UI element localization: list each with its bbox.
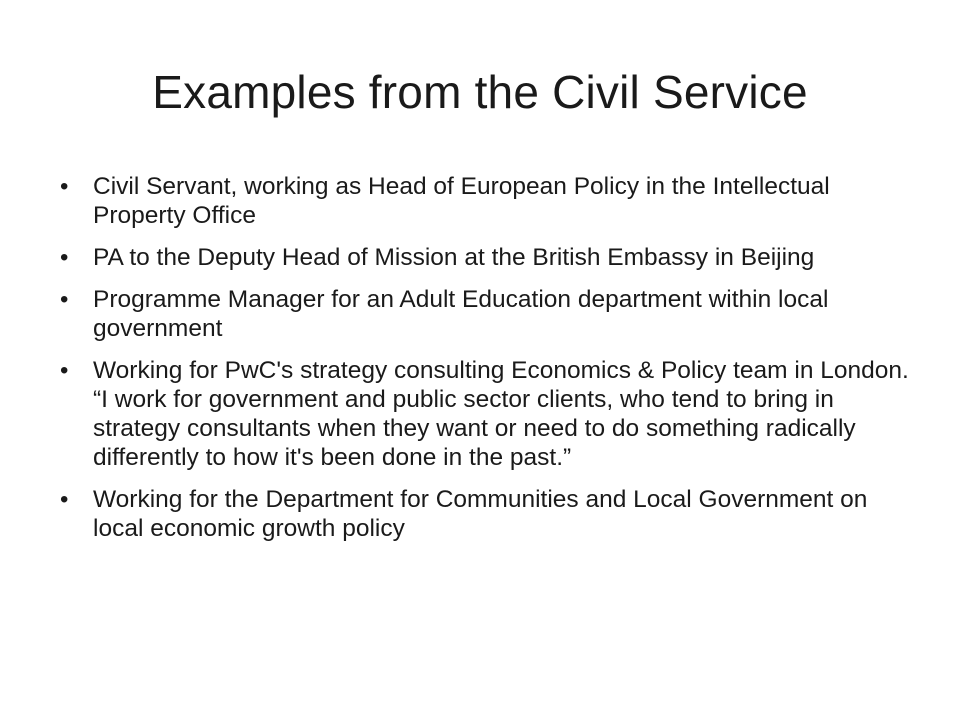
bullet-icon: • [60, 286, 69, 313]
list-item [60, 243, 920, 272]
list-item [60, 172, 920, 230]
bullet-icon: • [60, 486, 69, 513]
bullet-icon: • [60, 244, 69, 271]
bullet-text: Programme Manager for an Adult Education department within local government [93, 286, 829, 342]
slide-title: Examples from the Civil Service [152, 66, 808, 118]
bullet-list [60, 172, 920, 556]
bullet-text: PA to the Deputy Head of Mission at the British Embassy in Beijing [93, 244, 815, 271]
bullet-icon: • [60, 357, 69, 384]
bullet-text: Civil Servant, working as Head of European Policy in the Intellectual Property Office [93, 173, 830, 229]
list-item [60, 285, 920, 343]
bullet-text: Working for the Department for Communities and Local Government on local economic growth policy [93, 486, 868, 542]
bullet-icon: • [60, 173, 69, 200]
bullet-text: Working for PwC's strategy consulting Economics & Policy team in London. “I work for government and public sector clients, who tend to bring in strategy consultants when they want or need to do something radically differently to how it's been done in the past.” [93, 357, 909, 471]
list-item [60, 485, 920, 543]
list-item [60, 356, 920, 472]
